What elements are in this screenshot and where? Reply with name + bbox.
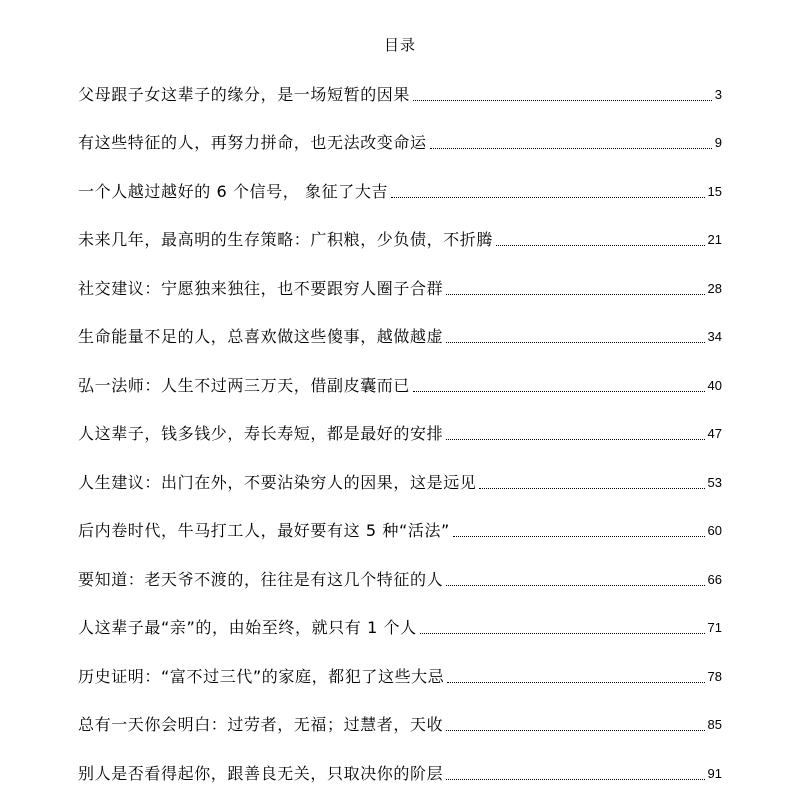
toc-entry-title: 人这辈子，钱多钱少，寿长寿短，都是最好的安排	[78, 424, 444, 443]
toc-title: 目录	[383, 36, 416, 54]
dot-leader	[391, 197, 704, 198]
toc-entry-title: 有这些特征的人，再努力拼命，也无法改变命运	[78, 133, 427, 152]
toc-entry[interactable]	[78, 119, 722, 168]
toc-entry[interactable]	[78, 313, 722, 362]
dot-leader	[479, 488, 704, 489]
toc-entry-title: 社交建议：宁愿独来独往，也不要跟穷人圈子合群	[78, 278, 444, 298]
toc-entry-title: 人生建议：出门在外，不要沾染穷人的因果，这是远见	[78, 472, 477, 492]
toc-entry-page: 28	[707, 280, 722, 296]
toc-entry-page: 47	[707, 426, 722, 441]
toc-entry-page: 60	[707, 523, 722, 538]
toc-entry-page: 34	[707, 329, 722, 344]
dot-leader	[446, 342, 704, 343]
dot-leader	[496, 245, 705, 246]
dot-leader	[447, 682, 704, 683]
dot-leader	[446, 779, 704, 780]
toc-list	[78, 70, 722, 798]
toc-entry-title: 历史证明：“富不过三代”的家庭，都犯了这些大忌	[78, 666, 445, 686]
dot-leader	[453, 536, 705, 537]
dot-leader	[446, 585, 704, 586]
dot-leader	[420, 633, 705, 634]
toc-entry-title: 总有一天你会明白：过劳者，无福；过慧者，天收	[78, 715, 444, 734]
toc-entry-title: 父母跟子女这辈子的缘分，是一场短暂的因果	[78, 84, 411, 104]
toc-entry-page: 85	[707, 717, 722, 732]
dot-leader	[446, 294, 704, 295]
toc-entry-title: 别人是否看得起你，跟善良无关，只取决你的阶层	[78, 763, 444, 783]
toc-entry-title: 生命能量不足的人，总喜欢做这些傻事，越做越虚	[78, 327, 444, 346]
toc-entry[interactable]	[78, 216, 722, 265]
toc-entry[interactable]	[78, 507, 722, 556]
toc-entry[interactable]	[78, 604, 722, 653]
toc-entry-page: 91	[707, 765, 722, 781]
toc-entry-title: 人这辈子最“亲”的，由始至终，就只有 1 个人	[78, 618, 417, 637]
toc-entry[interactable]	[78, 167, 722, 216]
dot-leader	[413, 391, 705, 392]
toc-entry-page: 9	[714, 135, 722, 150]
toc-entry[interactable]	[78, 410, 722, 459]
toc-entry[interactable]	[78, 701, 722, 750]
dot-leader	[413, 100, 712, 101]
dot-leader	[430, 148, 712, 149]
toc-entry-page: 3	[714, 86, 722, 102]
toc-entry-title: 未来几年，最高明的生存策略：广积粮，少负债，不折腾	[78, 230, 494, 249]
toc-entry-title: 后内卷时代，牛马打工人，最好要有这 5 种“活法”	[78, 521, 450, 540]
toc-entry[interactable]	[78, 361, 722, 410]
toc-entry-title: 要知道：老天爷不渡的，往往是有这几个特征的人	[78, 569, 444, 589]
dot-leader	[446, 439, 704, 440]
toc-entry-page: 21	[707, 232, 722, 247]
dot-leader	[446, 730, 704, 731]
toc-entry[interactable]	[78, 555, 722, 604]
toc-entry-page: 15	[707, 183, 722, 199]
toc-entry[interactable]	[78, 652, 722, 701]
toc-entry-page: 66	[707, 571, 722, 587]
toc-entry[interactable]	[78, 458, 722, 507]
toc-entry[interactable]	[78, 749, 722, 798]
toc-entry[interactable]	[78, 70, 722, 119]
toc-entry-page: 78	[707, 668, 722, 684]
toc-entry-page: 53	[707, 474, 722, 490]
toc-entry-page: 71	[707, 620, 722, 635]
toc-entry-page: 40	[707, 377, 722, 393]
toc-entry-title: 弘一法师：人生不过两三万天，借副皮囊而已	[78, 375, 411, 395]
toc-entry-title: 一个人越过越好的 6 个信号， 象征了大吉	[78, 181, 389, 201]
toc-entry[interactable]	[78, 264, 722, 313]
